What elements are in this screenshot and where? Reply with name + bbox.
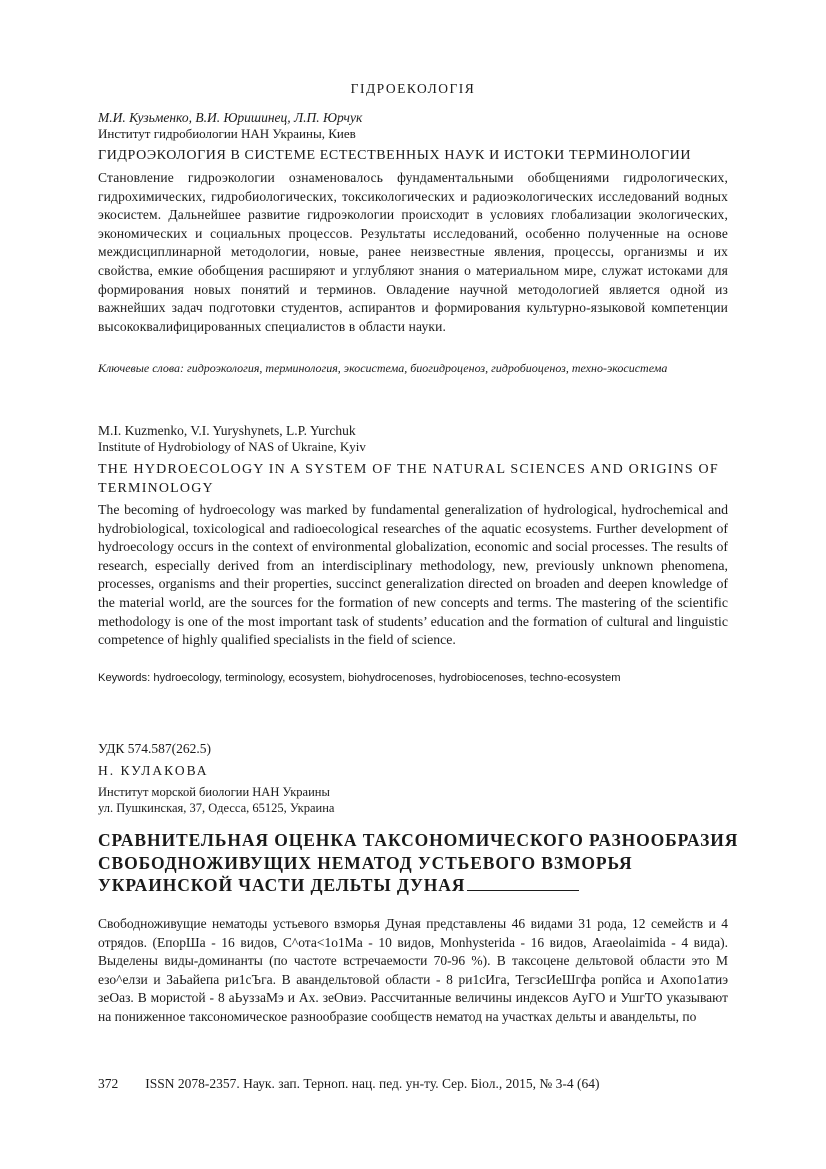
authors-en: M.I. Kuzmenko, V.I. Yuryshynets, L.P. Yurchuk: [98, 423, 356, 438]
affiliation-ru: Институт гидробиологии НАН Украины, Киев: [98, 126, 356, 141]
title-underline: [467, 889, 579, 891]
affiliation-en: Institute of Hydrobiology of NAS of Ukraine, Kyiv: [98, 439, 366, 454]
article-title-text: СРАВНИТЕЛЬНАЯ ОЦЕНКА ТАКСОНОМИЧЕСКОГО РАЗНООБРАЗИЯ СВОБОДНОЖИВУЩИХ НЕМАТОД УСТЬЕВОГО ВЗМОРЬЯ УКРАИНСКОЙ ЧАСТИ ДЕЛЬТЫ ДУНАЯ: [98, 830, 739, 895]
keywords-en: Keywords: hydroecology, terminology, ecosystem, biohydrocenoses, hydrobiocenoses, techno-ecosystem: [98, 672, 621, 684]
page-footer: [98, 1076, 599, 1092]
article-title-en: THE HYDROECOLOGY IN A SYSTEM OF THE NATURAL SCIENCES AND ORIGINS OF TERMINOLOGY: [98, 462, 719, 496]
author-name: Н. КУЛАКОВА: [98, 763, 209, 778]
article-title-ru: ГИДРОЭКОЛОГИЯ В СИСТЕМЕ ЕСТЕСТВЕННЫХ НАУК И ИСТОКИ ТЕРМИНОЛОГИИ: [98, 148, 692, 163]
affiliation-line: Институт морской биологии НАН Украины: [98, 785, 330, 799]
keywords-ru: Ключевые слова: гидроэкология, терминология, экосистема, биогидроценоз, гидробиоценоз, техно-экосистема: [98, 361, 668, 375]
authors-ru: М.И. Кузьменко, В.И. Юришинец, Л.П. Юрчук: [98, 110, 363, 125]
page-number: 372: [98, 1076, 119, 1091]
udk-code: УДК 574.587(262.5): [98, 741, 212, 756]
article-body: Свободноживущие нематоды устьевого взморья Дуная представлены 46 видами 31 рода, 12 семейств и 4 отрядов. (ЕпорШа - 16 видов, С^ота<1о1Ма - 10 видов, Monhysterida - 16 видов, Araeolaimida - 4 вида). Выделены виды-доминанты (по частоте встречаемости 70-96 %). В таксоцене дельтовой области это М езо^елзи и ЗаЬайепа ри1сЪга. В авандельтовой области - 8 ри1сИга, ТегзсИеШгфа ропйса и Ахопо1атиэ зеОаз. В мористой - 8 аЬуззаМэ и Ах. зеОвиэ. Рассчитанные величины индексов АуГО и УшгТО указывают на пониженное таксономическое разнообразие сообществ нематод на участках дельты и авандельты, по: [98, 916, 728, 1024]
section-heading: ГІДРОЕКОЛОГІЯ: [350, 81, 476, 96]
journal-citation: ISSN 2078-2357. Наук. зап. Терноп. нац. пед. ун-ту. Сер. Біол., 2015, № 3-4 (64): [145, 1076, 600, 1091]
address-line: ул. Пушкинская, 37, Одесса, 65125, Украина: [98, 801, 335, 815]
article-title: [98, 829, 748, 897]
abstract-en: The becoming of hydroecology was marked by fundamental generalization of hydrological, hydrochemical and hydrobiological, toxicological and radioecological researches of the aquatic ecosystems. Further development of hydroecology occurs in the context of environmental globalization, economic and social processes. The results of research, especially derived from an interdisciplinary methodology, new, previously unknown phenomena, processes, organisms and their properties, succinct generalization directed on broaden and deepen knowledge of the material world, are the sources for the formation of new concepts and terms. The mastering of the scientific methodology is one of the most important task of students’ education and the formation of cultural and linguistic competence of highly qualified specialists in the field of science.: [98, 502, 728, 648]
abstract-ru: Становление гидроэкологии ознаменовалось фундаментальными обобщениями гидрологических, гидрохимических, гидробиологических, токсикологических и радиоэкологических исследований водных экосистем. Дальнейшее развитие гидроэкологии происходит в условиях глобализации экологических, экономических и социальных процессов. Результаты исследований, особенно полученные на основе междисциплинарной методологии, новые, ранее неизвестные явления, процессы, организмы и их свойства, емкие обобщения расширяют и углубляют знания о материальном мире, служат истоками для формирования новых понятий и терминов. Овладение научной методологией является одной из важнейших задач подготовки студентов, аспирантов и формирования культурно-языковой компетенции высококвалифицированных специалистов в области науки.: [98, 170, 728, 334]
affiliation-block: [98, 784, 334, 816]
